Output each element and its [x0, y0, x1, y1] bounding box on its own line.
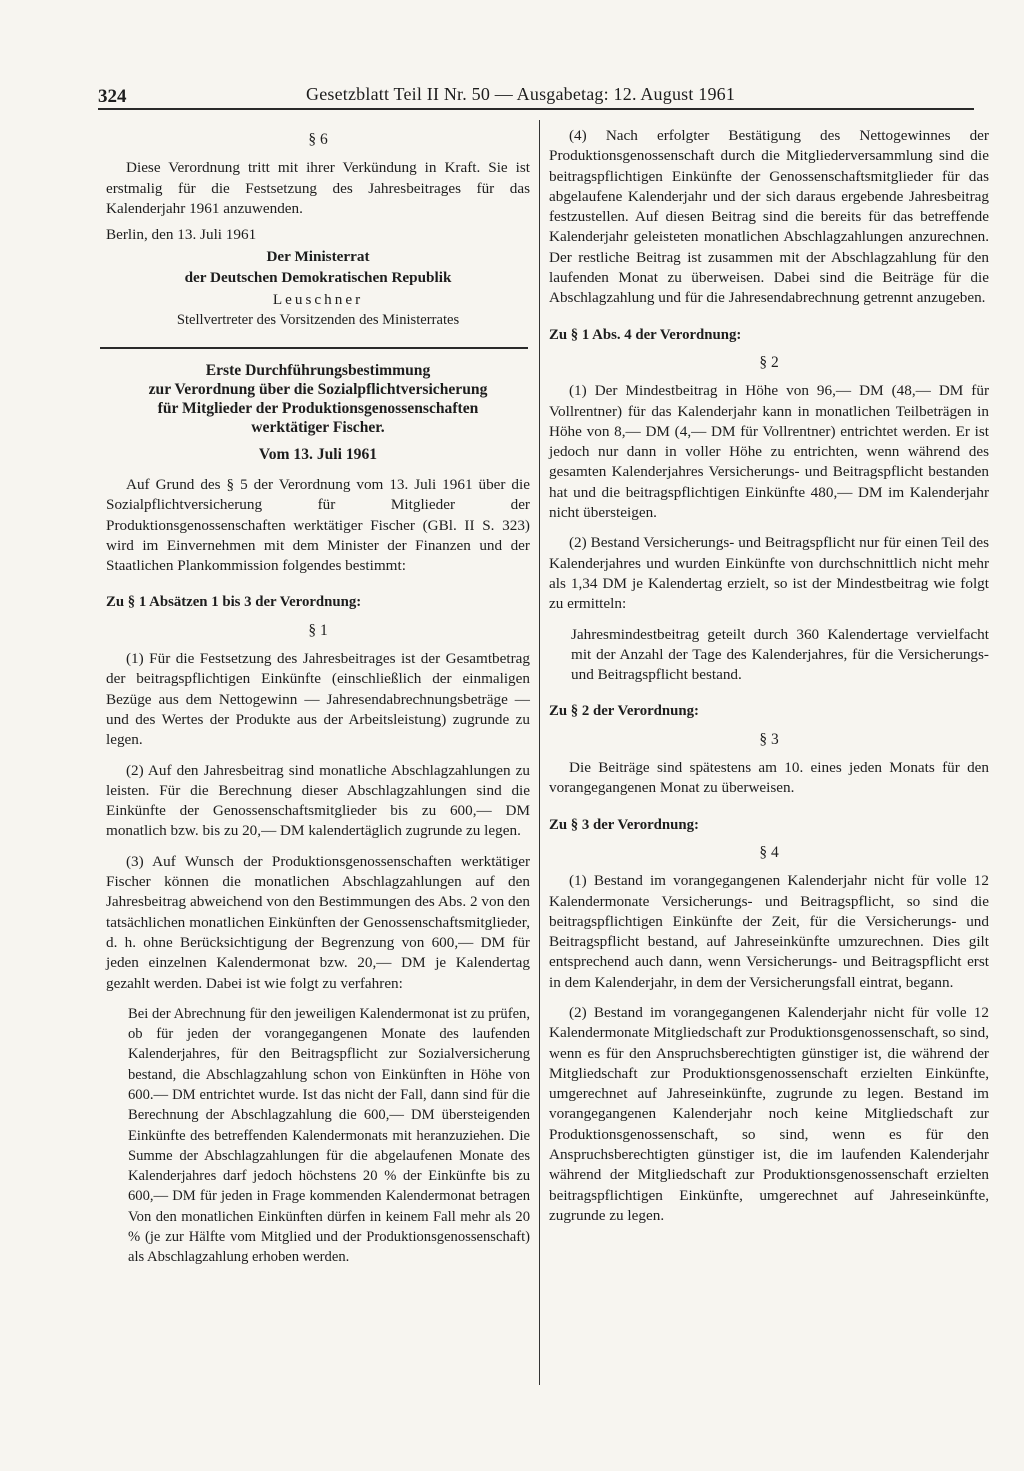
column-divider — [539, 120, 540, 1385]
signature-name: Leuschner — [272, 291, 364, 309]
spacer — [106, 842, 530, 852]
section-2-para-2: (2) Bestand Versicherungs- und Beitragspflicht nur für einen Teil des Kalenderjahres und wurden Einkünfte von durchschnittlich nicht mehr als 1,34 DM je Kalendertag erzielt, so ist der Mindestbeitrag wie folgt zu ermitteln: — [549, 534, 989, 613]
zu-heading-3: Zu § 2 der Verordnung: — [549, 703, 699, 720]
spacer — [106, 751, 530, 761]
title-line-4: werktätiger Fischer. — [251, 418, 385, 436]
zu-heading-4: Zu § 3 der Verordnung: — [549, 816, 699, 833]
document-title — [106, 361, 530, 437]
section-1-para-3: (3) Auf Wunsch der Produktionsgenossenschaften werktätiger Fischer können die monatlichen Abschlagzahlungen auf den Jahresbeitrag abweichend von den Bestimmungen des Abs. 2 von den tatsächlichen monatlichen Einkünften der Genossenschaftsmitglieder, d. h. ohne Berücksichtigung der Begrenzung von 600,— DM für jeden einzelnen Kalendermonat bzw. 20,— DM je Kalendertag gezahlt werden. Dabei ist wie folgt zu verfahren: — [106, 852, 530, 992]
section-1-calculation-block: Bei der Abrechnung für den jeweiligen Kalendermonat ist zu prüfen, ob für jeden der vorangegangenen Monate des laufenden Kalenderjahres, für den Beitragspflicht zur Sozialversicherung bestand, die Abschlagzahlung schon von Einkünften in Höhe von 600.— DM entrichtet wurde. Ist das nicht der Fall, dann sind für die Berechnung der Abschlagzahlung die 600,— DM übersteigenden Einkünfte des betreffenden Kalendermonats mit heranzuziehen. Die Summe der Abschlagzahlungen für die abgelaufenen Monate des Kalenderjahres darf jedoch höchstens 20 % der Einkünfte bis zu 600,— DM für jeden in Frage kommenden Kalendermonat betragen Von den monatlichen Einkünften dürfen in keinem Fall mehr als 20 % (je zur Hälfte vom Mitglied und der Produktionsgenossenschaft) als Abschlagzahlung erhoben werden. — [128, 1005, 530, 1266]
section-1-mark: § 1 — [308, 621, 328, 639]
signature-title: Stellvertreter des Vorsitzenden des Ministerrates — [176, 312, 460, 329]
left-column — [106, 126, 530, 1268]
title-line-3: für Mitglieder der Produktionsgenossenschaften — [157, 399, 479, 417]
section-6-mark: § 6 — [308, 131, 328, 148]
preamble: Auf Grund des § 5 der Verordnung vom 13. Juli 1961 über die Sozialpflichtversicherung für Mitglieder der Produktionsgenossenschaften werktätiger Fischer (GBl. II S. 323) wird im Einvernehmen mit dem Minister der Finanzen und der Staatlichen Plankommission folgendes bestimmt: — [106, 475, 530, 575]
section-1-para-4: (4) Nach erfolgter Bestätigung des Nettogewinnes der Produktionsgenossenschaft durch die Mitgliederversammlung sind die beitragspflichtigen Einkünfte der Genossenschaftsmitglieder für das abgelaufene Kalenderjahr und der sich daraus ergebende Jahresbeitrag festzustellen. Auf diesen Beitrag sind die bereits für das betreffende Kalenderjahr geleisteten monatlichen Abschlagzahlungen anzurechnen. Der restliche Beitrag ist zusammen mit der Abschlagzahlung für den laufenden Monat zu überweisen. Dabei sind die Beiträge für die Abschlagzahlung und für die Jahresendabrechnung getrennt anzugeben. — [549, 127, 989, 307]
title-line-1: Erste Durchführungsbestimmung — [205, 361, 431, 379]
section-2-mark: § 2 — [759, 353, 779, 371]
section-4-para-2: (2) Bestand im vorangegangenen Kalenderjahr nicht für volle 12 Kalendermonate Mitgliedschaft zur Produktionsgenossenschaft, so sind, wenn es für den Anspruchsberechtigten günstiger ist, die während der Mitgliedschaft zur Produktionsgenossenschaft erzielten Einkünfte, umgerechnet auf Jahreseinkünfte, zugrunde zu legen. Bestand im vorangegangenen Kalenderjahr noch keine Mitgliedschaft zur Produktionsgenossenschaft, so sind, wenn es für den Anspruchsberechtigten günstiger ist, die im laufenden Kalenderjahr während der Mitgliedschaft zur Produktionsgenossenschaft erzielten beitragspflichtigen Einkünfte, umgerechnet auf Jahreseinkünfte, zugrunde zu legen. — [549, 1003, 989, 1224]
page-header — [98, 78, 974, 110]
section-6-text: Diese Verordnung tritt mit ihrer Verkündung in Kraft. Sie ist erstmalig für die Festsetzung des Jahresbeitrages für das Kalenderjahr 1961 anzuwenden. — [106, 159, 530, 217]
title-line-2: zur Verordnung über die Sozialpflichtversicherung — [148, 380, 488, 398]
zu-heading-1: Zu § 1 Absätzen 1 bis 3 der Verordnung: — [106, 594, 362, 611]
section-1-para-1: (1) Für die Festsetzung des Jahresbeitrages ist der Gesamtbetrag der beitragspflichtigen Einkünfte (einschließlich der einmaligen Bezüge aus dem Nettogewinn — Jahresendabrechnungsbeträge — und des Wertes der Produkte aus der Arbeitsleistung) zugrunde zu legen. — [106, 650, 530, 749]
place-date: Berlin, den 13. Juli 1961 — [106, 226, 257, 244]
section-separator — [100, 347, 528, 349]
signature-body-1: Der Ministerrat — [266, 248, 370, 266]
spacer — [549, 523, 989, 533]
zu-heading-2: Zu § 1 Abs. 4 der Verordnung: — [549, 326, 742, 343]
signature-body-2: der Deutschen Demokratischen Republik — [184, 268, 452, 286]
spacer — [549, 993, 989, 1003]
date-line: Vom 13. Juli 1961 — [258, 445, 378, 463]
section-3-para-1: Die Beiträge sind spätestens am 10. eines jeden Monats für den vorangegangenen Monat zu überweisen. — [549, 759, 989, 797]
spacer — [106, 994, 530, 1004]
section-4-mark: § 4 — [759, 843, 779, 861]
section-2-calculation-block: Jahresmindestbeitrag geteilt durch 360 Kalendertage vervielfacht mit der Anzahl der Tage des Kalenderjahres, für die Versicherungs- und Beitragspflicht bestand. — [571, 625, 989, 684]
section-1-para-2: (2) Auf den Jahresbeitrag sind monatliche Abschlagzahlungen zu leisten. Für die Berechnung dieser Abschlagzahlungen sind die Einkünfte der Genossenschaftsmitglieder bis zu 600,— DM monatlich bzw. bis zu 20,— DM kalendertäglich zugrunde zu legen. — [106, 761, 530, 840]
section-2-para-1: (1) Der Mindestbeitrag in Höhe von 96,— DM (48,— DM für Vollrentner) für das Kalenderjahr kann in monatlichen Teilbeträgen in Höhe von 8,— DM (4,— DM für Vollrentner) entrichtet werden. Er ist jedoch nur dann in voller Höhe zu entrichten, wenn während des gesamten Kalenderjahres Versicherungs- und Beitragspflicht bestanden hat und die beitragspflichtigen Einkünfte 480,— DM im Kalenderjahr nicht übersteigen. — [549, 382, 989, 522]
spacer — [549, 615, 989, 625]
right-column — [549, 126, 989, 1226]
page-number: 324 — [98, 86, 127, 107]
section-4-para-1: (1) Bestand im vorangegangenen Kalenderjahr nicht für volle 12 Kalendermonate Versicherungs- und Beitragspflicht, so sind die beitragspflichtigen Einkünfte der Zeit, für die Versicherungs- und Beitragspflicht bestand, auf Jahreseinkünfte umzurechnen. Dies gilt entsprechend auch dann, wenn Versicherungs- und Beitragspflicht erst in dem Kalenderjahr, in dem der Versicherungsfall eintrat, begann. — [549, 872, 989, 991]
running-head: Gesetzblatt Teil II Nr. 50 — Ausgabetag: 12. August 1961 — [306, 84, 736, 104]
section-3-mark: § 3 — [759, 730, 779, 748]
